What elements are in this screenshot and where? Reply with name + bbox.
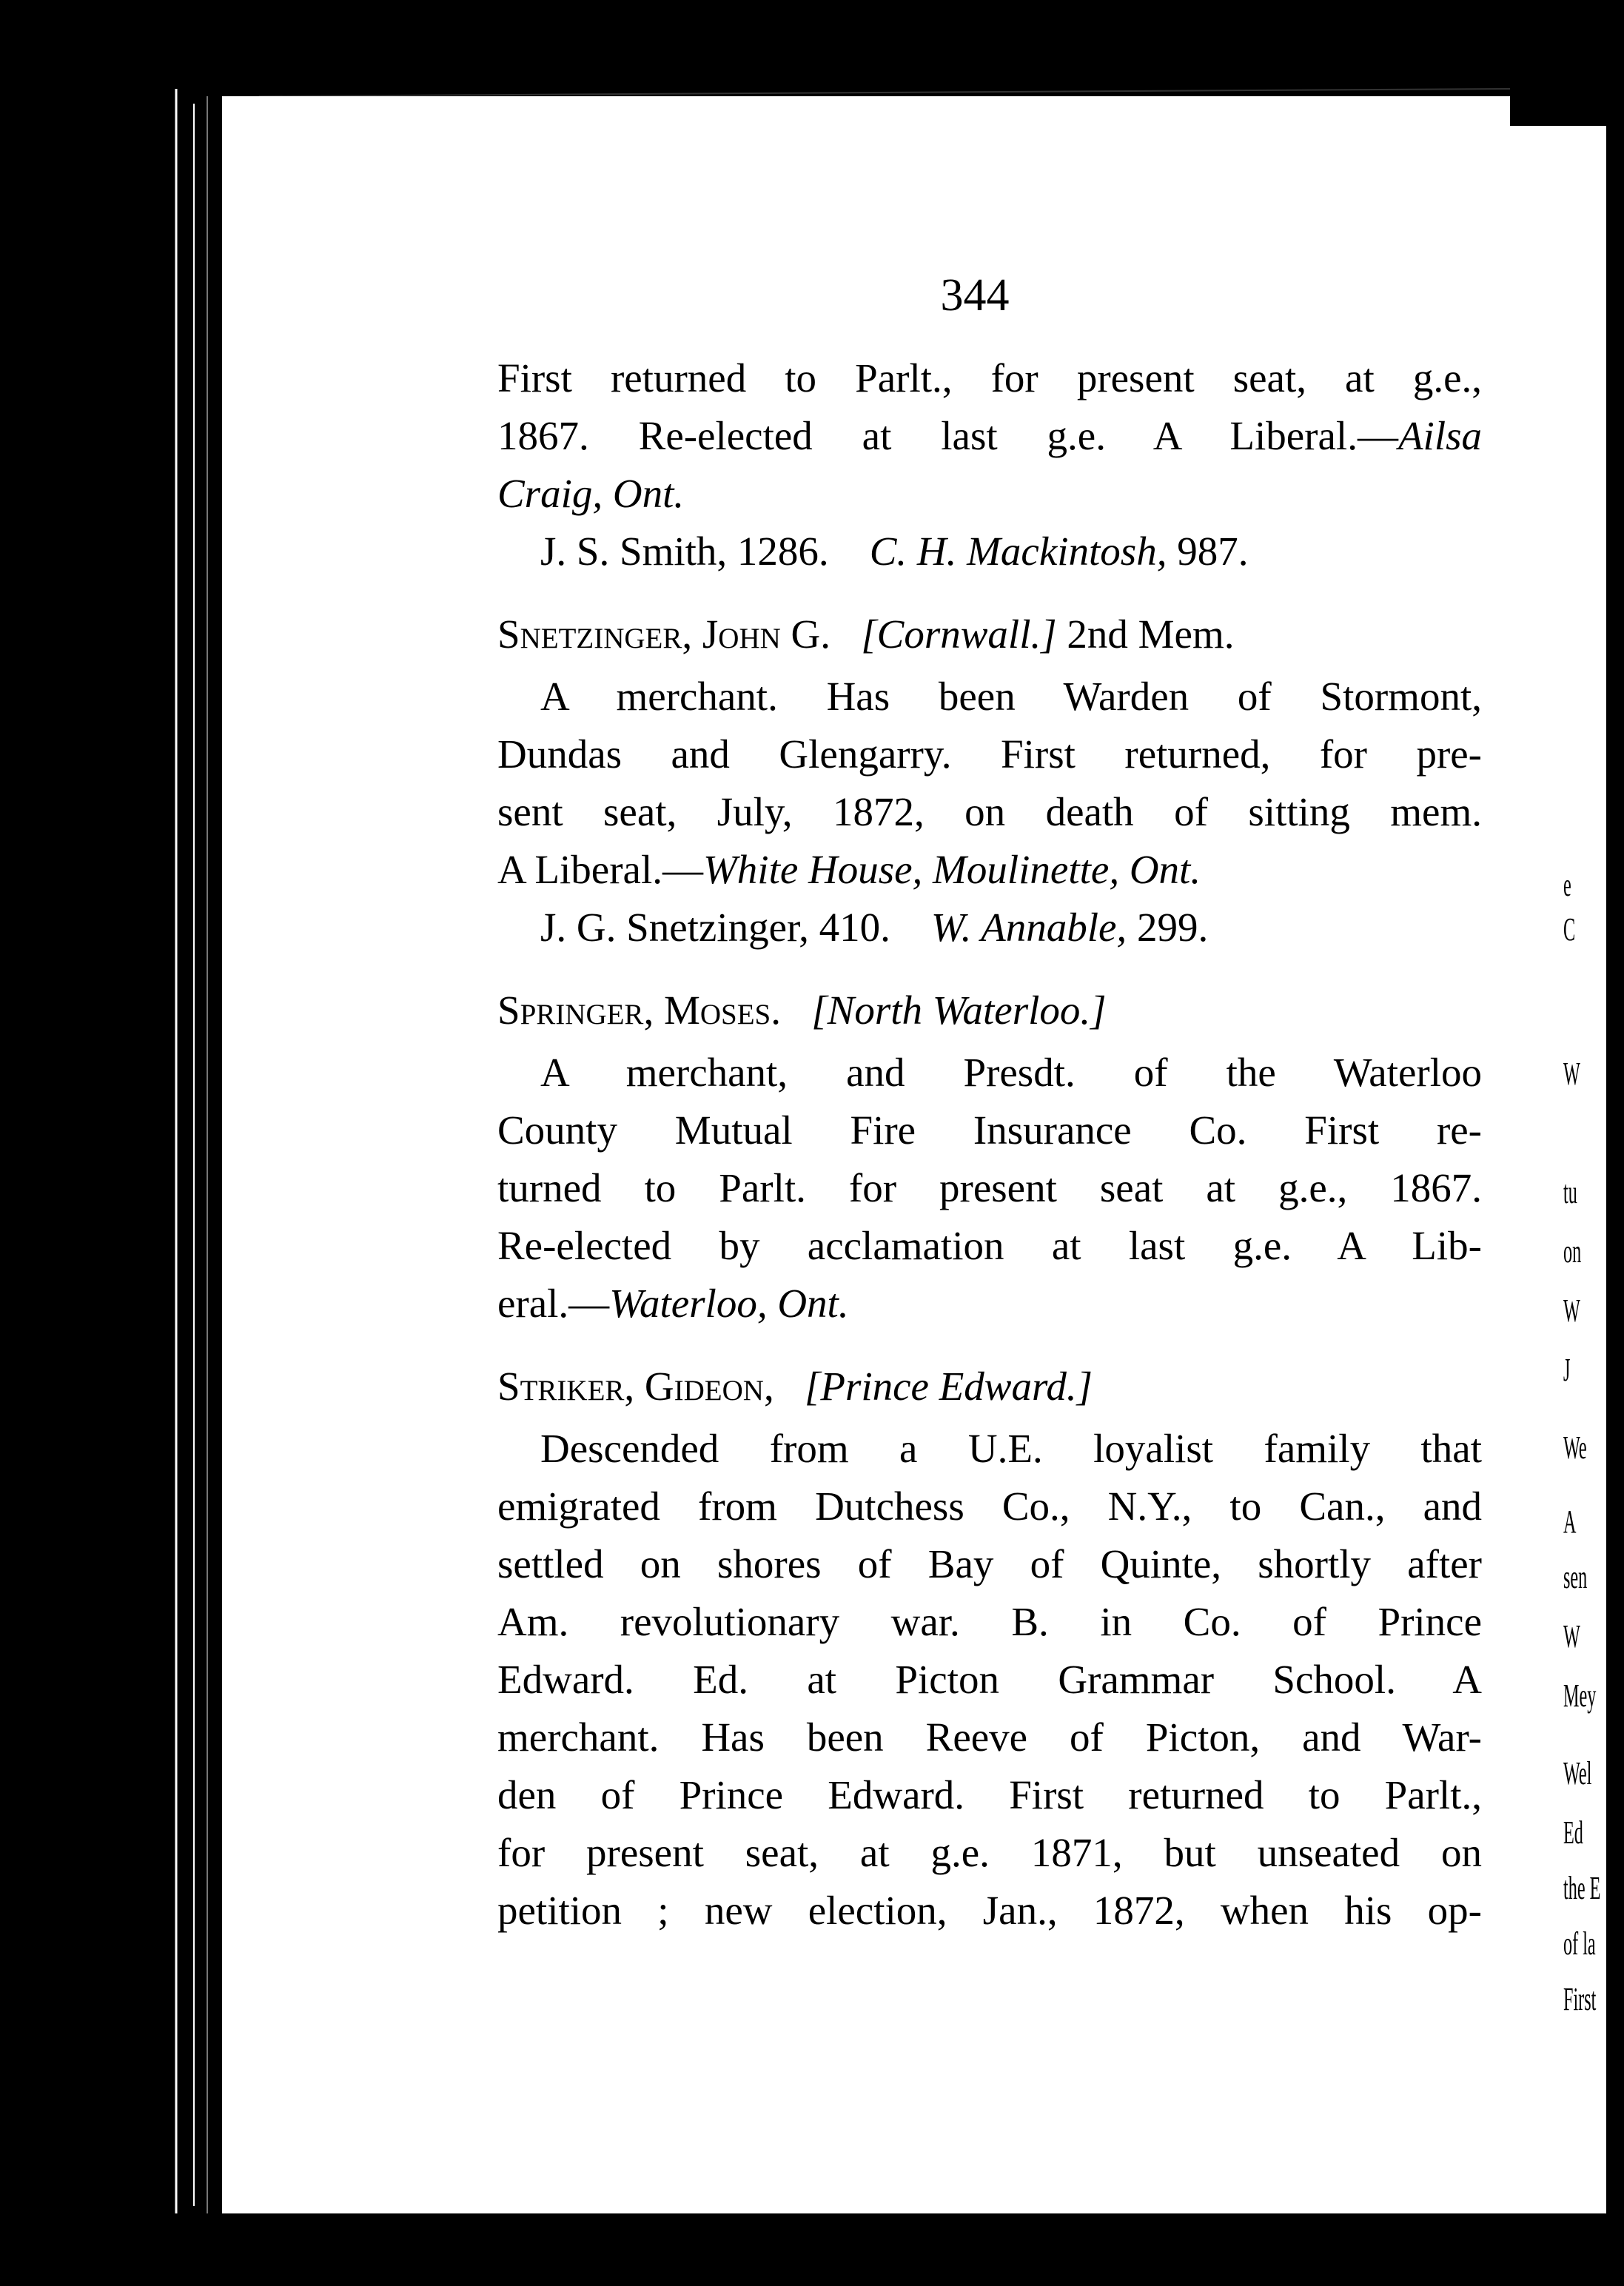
- text-line: settled on shores of Bay of Quinte, shortly after: [497, 1541, 1482, 1586]
- entry-body-snetzinger: [497, 668, 1482, 956]
- text-line: sent seat, July, 1872, on death of sitting mem.: [497, 789, 1482, 834]
- winner-votes: J. S. Smith, 1286.: [540, 529, 829, 574]
- address-text: White House, Moulinette, Ont.: [702, 847, 1201, 892]
- text-line: First returned to Parlt., for present seat, at g.e.,: [497, 355, 1482, 400]
- text-line: Dundas and Glengarry. First returned, for pre-: [497, 731, 1482, 777]
- text-line: Edward. Ed. at Picton Grammar School. A: [497, 1657, 1482, 1702]
- entry-heading-snetzinger: [497, 606, 1482, 663]
- page-number: 344: [940, 270, 1010, 321]
- riding: [Prince Edward.]: [804, 1364, 1093, 1409]
- riding: [Cornwall.]: [861, 611, 1057, 657]
- surname: Springer,: [497, 988, 654, 1033]
- entry-continuation: [497, 349, 1482, 580]
- text-line: Descended from a U.E. loyalist family that: [540, 1426, 1482, 1471]
- surname: Snetzinger,: [497, 611, 693, 657]
- surname: Striker,: [497, 1364, 635, 1409]
- election-result: [497, 899, 1482, 956]
- entry-body-springer: [497, 1044, 1482, 1333]
- address-text: Waterloo, Ont.: [609, 1281, 849, 1326]
- election-result: [497, 523, 1482, 580]
- adjacent-page-fragment: tu: [1563, 1174, 1577, 1210]
- address-text: Craig, Ont.: [497, 471, 685, 516]
- adjacent-page-fragment: W: [1563, 1293, 1580, 1329]
- adjacent-page-fragment: sen: [1563, 1559, 1588, 1595]
- given-name: Gideon,: [644, 1364, 774, 1409]
- text-line: County Mutual Fire Insurance Co. First re-: [497, 1107, 1482, 1153]
- text-line: petition ; new election, Jan., 1872, when his op-: [497, 1888, 1482, 1933]
- text-line: Am. revolutionary war. B. in Co. of Prince: [497, 1599, 1482, 1644]
- address-text: Ailsa: [1397, 413, 1482, 458]
- loser-votes: 987.: [1167, 529, 1249, 574]
- adjacent-page-fragment: W: [1563, 1618, 1580, 1655]
- adjacent-page-fragment: Wel: [1563, 1755, 1592, 1791]
- winner-votes: J. G. Snetzinger, 410.: [540, 905, 890, 950]
- adjacent-page-fragment: J: [1563, 1352, 1571, 1388]
- adjacent-page-fragment: First: [1563, 1981, 1597, 2017]
- text-line: merchant. Has been Reeve of Picton, and War-: [497, 1714, 1482, 1760]
- loser-votes: 299.: [1127, 905, 1209, 950]
- text-line: [497, 1275, 1482, 1333]
- text-line: emigrated from Dutchess Co., N.Y., to Can., and: [497, 1484, 1482, 1529]
- adjacent-page-fragment: Ed: [1563, 1814, 1583, 1851]
- adjacent-page-fragment: on: [1563, 1233, 1582, 1270]
- text-line: A merchant, and Presdt. of the Waterloo: [540, 1050, 1482, 1095]
- text-line: [497, 465, 1482, 523]
- adjacent-page-fragment: the E: [1563, 1870, 1601, 1906]
- riding: [North Waterloo.]: [811, 988, 1107, 1033]
- given-name: Moses.: [663, 988, 781, 1033]
- adjacent-page-fragment: Mey: [1563, 1677, 1597, 1714]
- text-line: A merchant. Has been Warden of Stormont,: [540, 674, 1482, 719]
- entry-heading-springer: [497, 982, 1482, 1039]
- text-line: turned to Parlt. for present seat at g.e., 1867.: [497, 1165, 1482, 1210]
- politics: A Liberal.—: [497, 847, 703, 892]
- entry-heading-striker: [497, 1358, 1482, 1415]
- adjacent-page-fragment: of la: [1563, 1925, 1596, 1962]
- adjacent-page-fragment: C: [1563, 911, 1576, 948]
- text-line: [497, 841, 1482, 899]
- loser-name: C. H. Mackintosh,: [869, 529, 1167, 574]
- adjacent-page-fragment: W: [1563, 1056, 1580, 1092]
- seat: 2nd Mem.: [1056, 611, 1235, 657]
- given-name: John G.: [702, 611, 831, 657]
- adjacent-page-edge: [1495, 126, 1606, 2213]
- text-span: 1867. Re-elected at last g.e. A Liberal.—: [497, 413, 1398, 458]
- adjacent-page-fragment: e: [1563, 867, 1571, 903]
- adjacent-page-fragment: We: [1563, 1429, 1587, 1466]
- entry-body-striker: [497, 1420, 1482, 1940]
- text-line: for present seat, at g.e. 1871, but unseated on: [497, 1830, 1482, 1875]
- text-line: Re-elected by acclamation at last g.e. A Lib-: [497, 1223, 1482, 1268]
- text-line: den of Prince Edward. First returned to Parlt.,: [497, 1772, 1482, 1817]
- adjacent-page-fragment: A: [1563, 1504, 1577, 1540]
- loser-name: W. Annable,: [930, 905, 1127, 950]
- page-text: [497, 267, 1482, 1940]
- text-line: [497, 407, 1482, 465]
- politics: eral.—: [497, 1281, 610, 1326]
